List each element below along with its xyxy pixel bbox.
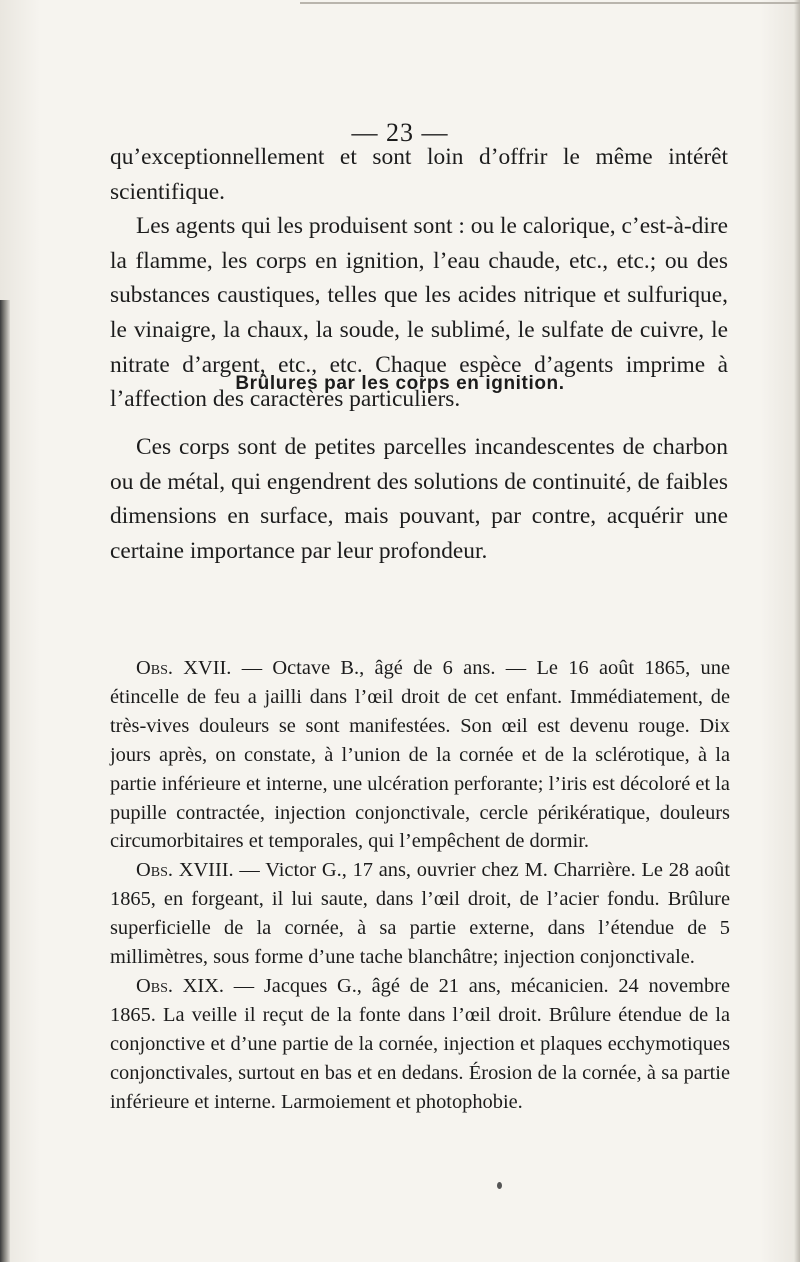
page-edge — [794, 0, 800, 1262]
observation-label: Obs. XIX. — [136, 974, 225, 997]
observation-text: — Victor G., 17 ans, ouvrier chez M. Charrière. Le 28 août 1865, en forgeant, il lui saute, dans l’œil droit, de l’acier fondu. Brûlure superficielle de la cornée, à sa partie externe, dans l’étendue de 5 millimètres, sous forme d’une tache blanchâtre; injection conjonctivale. — [110, 859, 730, 969]
section-paragraph: Ces corps sont de petites parcelles incandescentes de charbon ou de métal, qui engendrent des solutions de continuité, de faibles dimensions en surface, mais pouvant, par contre, acquérir une certaine importance par leur profondeur. — [110, 434, 728, 564]
page-number: — 23 — — [351, 118, 449, 147]
observation-18 — [110, 856, 730, 972]
binding-shadow — [0, 300, 10, 1262]
section-text — [110, 430, 728, 568]
observation-17 — [110, 654, 730, 856]
observations — [110, 654, 730, 1117]
observation-text: — Jacques G., âgé de 21 ans, mécanicien. 24 novembre 1865. La veille il reçut de la fonte dans l’œil droit. Brûlure étendue de la conjonctive et d’une partie de la cornée, injection et plaques ecchymotiques conjonctivales, surtout en bas et en dedans. Érosion de la cornée, à sa partie inférieure et interne. Larmoiement et photophobie. — [110, 974, 731, 1113]
intro-paragraph-agents: Les agents qui les produisent sont : ou le calorique, c’est-à-dire la flamme, les corps en ignition, l’eau chaude, etc., etc.; ou des substances caustiques, telles que les acides nitrique et sulfurique, le vinaigre, la chaux, la soude, le sublimé, le sulfate de cuivre, le nitrate d’argent, etc., etc. Chaque espèce d’agents imprime à l’affection des caractères particuliers. — [110, 213, 728, 413]
top-rule — [300, 2, 800, 4]
intro-paragraph-continued: qu’exceptionnellement et sont loin d’offrir le même intérêt scientifique. — [110, 144, 728, 205]
observation-text: — Octave B., âgé de 6 ans. — Le 16 août 1865, une étincelle de feu a jailli dans l’œil droit de cet enfant. Immédiatement, de très-vives douleurs se sont manifestées. Son œil est devenu rouge. Dix jours après, on constate, à l’union de la cornée et de la sclérotique, à la partie inférieure et interne, une ulcération perforante; l’iris est décoloré et la pupille contractée, injection conjonctivale, cercle périkératique, douleurs circumorbitaires et temporales, qui l’empêchent de dormir. — [110, 657, 730, 853]
section-heading: Brûlures par les corps en ignition. — [235, 373, 565, 394]
observation-label: Obs. XVII. — [136, 657, 232, 679]
ink-speck — [497, 1182, 502, 1189]
observation-label: Obs. XVIII. — [136, 859, 234, 882]
observation-19 — [110, 972, 730, 1117]
